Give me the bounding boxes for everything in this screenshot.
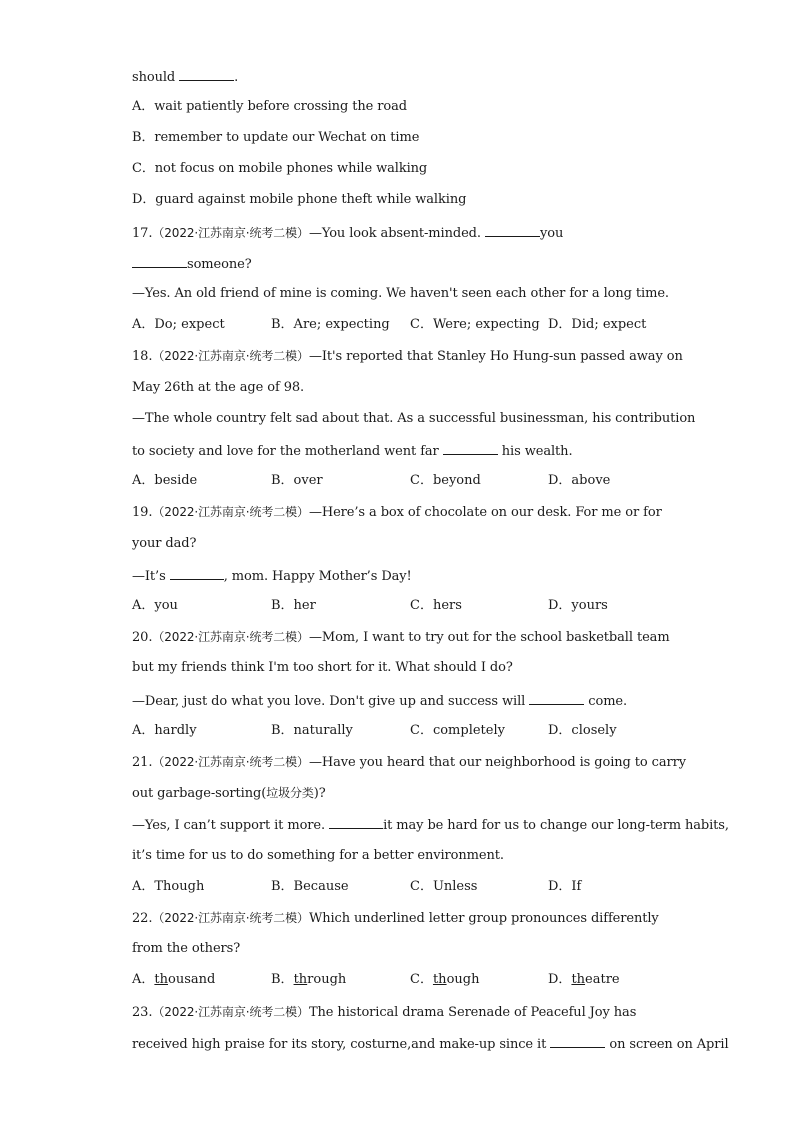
answer-blank[interactable] xyxy=(170,567,224,580)
q20-stem-cont: but my friends think I'm too short for it. What should I do? xyxy=(132,660,513,675)
q21-stem-cont: out garbage-sorting(垃圾分类)? xyxy=(132,786,326,801)
q17-stem-cont: someone? xyxy=(132,255,252,273)
q20-option-a[interactable]: A．hardly xyxy=(132,723,197,738)
q18-reply: —The whole country felt sad about that. As a successful businessman, his contribution xyxy=(132,411,696,426)
q20-reply: —Dear, just do what you love. Don't give up and success will come. xyxy=(132,694,628,709)
question-source: （2022·江苏南京·统考二模） xyxy=(152,911,309,925)
answer-blank[interactable] xyxy=(179,68,234,81)
question-source: （2022·江苏南京·统考二模） xyxy=(152,755,309,769)
q18-option-d[interactable]: D．above xyxy=(548,473,611,488)
q21-option-c[interactable]: C．Unless xyxy=(410,879,478,894)
q20-stem: 20.（2022·江苏南京·统考二模）—Mom, I want to try out for the school basketball team xyxy=(132,630,670,645)
q18-option-b[interactable]: B．over xyxy=(271,473,323,488)
q16-option-d[interactable]: D．guard against mobile phone theft while walking xyxy=(132,192,467,207)
answer-blank[interactable] xyxy=(329,816,383,829)
answer-blank[interactable] xyxy=(132,255,187,268)
q18-stem-cont: May 26th at the age of 98. xyxy=(132,380,305,395)
question-number: 23. xyxy=(132,1005,153,1020)
q17-option-c[interactable]: C．Were; expecting xyxy=(410,317,540,332)
q20-option-d[interactable]: D．closely xyxy=(548,723,617,738)
q17-option-a[interactable]: A．Do; expect xyxy=(132,317,225,332)
answer-blank[interactable] xyxy=(485,224,540,237)
q17-reply: —Yes. An old friend of mine is coming. We haven't seen each other for a long time. xyxy=(132,286,669,301)
q16-option-c[interactable]: C．not focus on mobile phones while walking xyxy=(132,161,428,176)
q19-option-a[interactable]: A．you xyxy=(132,598,178,613)
question-number: 19. xyxy=(132,505,153,520)
q19-reply: —It’s , mom. Happy Mother’s Day! xyxy=(132,569,412,584)
q23-stem: 23.（2022·江苏南京·统考二模）The historical drama Serenade of Peaceful Joy has xyxy=(132,1005,637,1020)
question-number: 18. xyxy=(132,349,153,364)
q22-stem: 22.（2022·江苏南京·统考二模）Which underlined letter group pronounces differently xyxy=(132,911,659,926)
q22-option-c[interactable]: C．though xyxy=(410,972,480,987)
q19-option-c[interactable]: C．hers xyxy=(410,598,462,613)
question-source: （2022·江苏南京·统考二模） xyxy=(152,1005,309,1019)
q20-option-b[interactable]: B．naturally xyxy=(271,723,353,738)
question-number: 20. xyxy=(132,630,153,645)
question-source: （2022·江苏南京·统考二模） xyxy=(152,226,309,240)
q18-option-a[interactable]: A．beside xyxy=(132,473,198,488)
q22-option-d[interactable]: D．theatre xyxy=(548,972,620,987)
q21-option-a[interactable]: A．Though xyxy=(132,879,205,894)
q21-stem: 21.（2022·江苏南京·统考二模）—Have you heard that our neighborhood is going to carry xyxy=(132,755,686,770)
q19-option-d[interactable]: D．yours xyxy=(548,598,608,613)
q21-option-d[interactable]: D．If xyxy=(548,879,582,894)
question-number: 17. xyxy=(132,226,153,241)
q21-reply: —Yes, I can’t support it more. it may be hard for us to change our long-term habits, xyxy=(132,818,729,833)
q23-stem-cont: received high praise for its story, costurne,and make-up since it on screen on April xyxy=(132,1037,729,1052)
question-source: （2022·江苏南京·统考二模） xyxy=(152,505,309,519)
q19-stem-cont: your dad? xyxy=(132,536,197,551)
answer-blank[interactable] xyxy=(529,692,584,705)
question-number: 21. xyxy=(132,755,153,770)
q17-option-d[interactable]: D．Did; expect xyxy=(548,317,647,332)
q22-option-a[interactable]: A．thousand xyxy=(132,972,216,987)
q16-option-a[interactable]: A．wait patiently before crossing the road xyxy=(132,99,407,114)
q21-option-b[interactable]: B．Because xyxy=(271,879,349,894)
question-number: 22. xyxy=(132,911,153,926)
question-source: （2022·江苏南京·统考二模） xyxy=(152,630,309,644)
q22-option-b[interactable]: B．through xyxy=(271,972,347,987)
q17-option-b[interactable]: B．Are; expecting xyxy=(271,317,390,332)
q22-stem-cont: from the others? xyxy=(132,941,241,956)
q16-stem-tail: should . xyxy=(132,70,239,85)
q18-reply-cont: to society and love for the motherland went far his wealth. xyxy=(132,444,573,459)
q17-stem: 17.（2022·江苏南京·统考二模）—You look absent-minded. you xyxy=(132,226,564,241)
q21-reply-cont: it’s time for us to do something for a better environment. xyxy=(132,848,504,863)
q19-option-b[interactable]: B．her xyxy=(271,598,316,613)
q19-stem: 19.（2022·江苏南京·统考二模）—Here’s a box of chocolate on our desk. For me or for xyxy=(132,505,662,520)
answer-blank[interactable] xyxy=(550,1035,605,1048)
q18-option-c[interactable]: C．beyond xyxy=(410,473,481,488)
q20-option-c[interactable]: C．completely xyxy=(410,723,505,738)
q16-option-b[interactable]: B．remember to update our Wechat on time xyxy=(132,130,420,145)
answer-blank[interactable] xyxy=(443,442,498,455)
q18-stem: 18.（2022·江苏南京·统考二模）—It's reported that Stanley Ho Hung-sun passed away on xyxy=(132,349,683,364)
question-source: （2022·江苏南京·统考二模） xyxy=(152,349,309,363)
